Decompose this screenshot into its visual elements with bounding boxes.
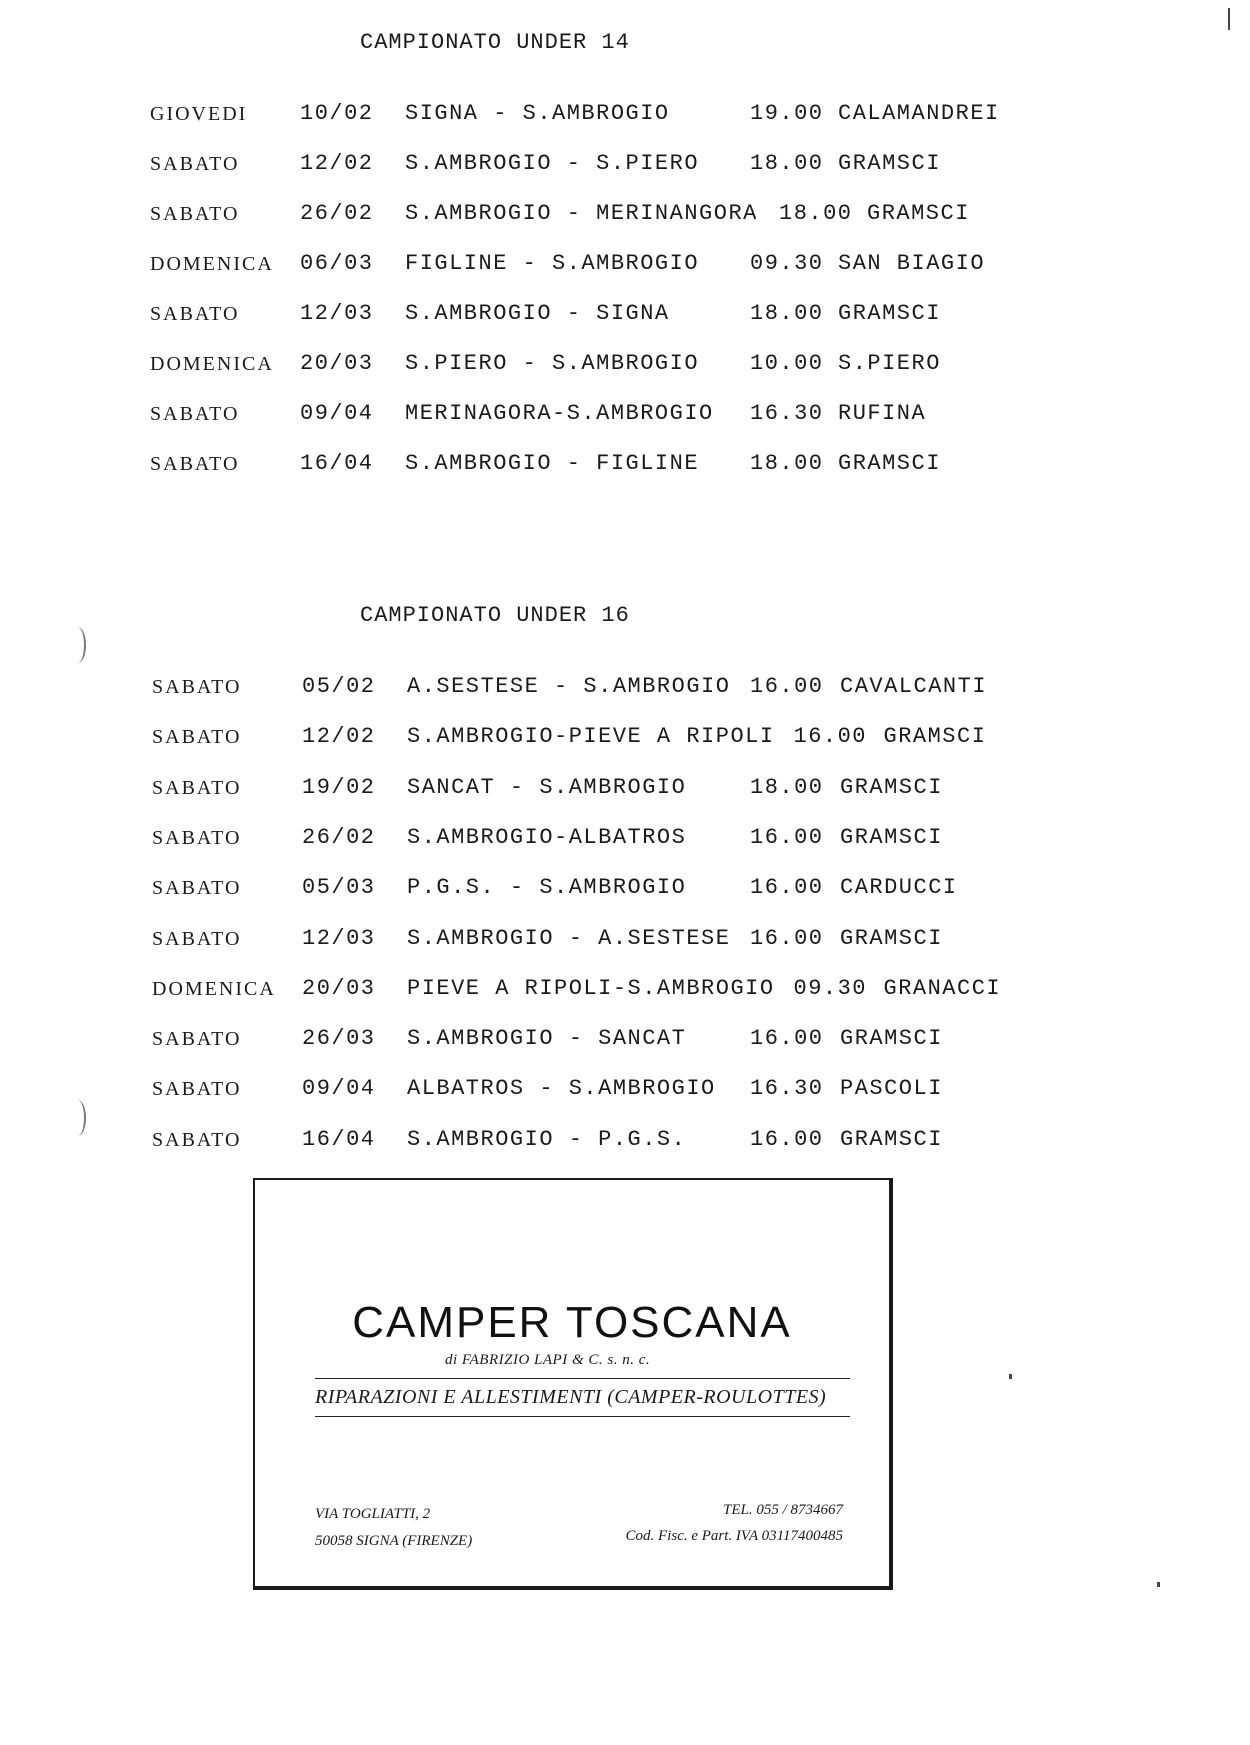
row-venue: GRAMSCI (840, 774, 943, 800)
row-match: SANCAT - S.AMBROGIO (407, 774, 687, 800)
schedule-row (0, 301, 1250, 331)
row-day: SABATO (150, 403, 240, 425)
schedule-row (0, 401, 1250, 431)
row-date: 06/03 (300, 251, 374, 276)
row-day: DOMENICA (150, 253, 274, 275)
row-date: 26/02 (302, 824, 376, 850)
row-match: S.AMBROGIO-PIEVE A RIPOLI (407, 724, 775, 750)
row-day: SABATO (152, 927, 242, 950)
under14-title: CAMPIONATO UNDER 14 (360, 30, 630, 55)
row-date: 12/02 (300, 151, 374, 176)
row-date: 16/04 (302, 1126, 376, 1152)
row-day: SABATO (152, 1028, 242, 1051)
row-venue: GRAMSCI (883, 724, 987, 750)
row-venue: SAN BIAGIO (838, 251, 986, 276)
row-date: 26/02 (300, 201, 374, 226)
row-day: SABATO (152, 1128, 242, 1151)
scan-mark (1009, 1374, 1012, 1379)
row-day: SABATO (152, 726, 242, 749)
row-venue: GRAMSCI (840, 824, 943, 850)
row-date: 09/04 (300, 401, 374, 426)
schedule-row (0, 351, 1250, 381)
row-time: 16.00 (750, 1026, 824, 1052)
row-date: 05/03 (302, 875, 376, 901)
row-date: 09/04 (302, 1076, 376, 1102)
row-match: S.AMBROGIO - SIGNA (405, 301, 670, 326)
row-match: S.AMBROGIO - A.SESTESE (407, 925, 731, 951)
row-day: SABATO (152, 826, 242, 849)
row-day: SABATO (150, 453, 240, 475)
ad-top-rule (315, 1378, 850, 1379)
schedule-row (0, 201, 1250, 231)
row-match: S.AMBROGIO - S.PIERO (405, 151, 700, 176)
schedule-row (0, 674, 1250, 704)
row-match: A.SESTESE - S.AMBROGIO (407, 674, 731, 699)
schedule-row (0, 451, 1250, 481)
row-time: 16.30 (750, 401, 824, 426)
row-time: 16.30 (750, 1076, 824, 1102)
row-match: S.AMBROGIO - FIGLINE (405, 451, 700, 476)
row-venue: CAVALCANTI (840, 674, 988, 699)
row-time: 16.00 (750, 925, 824, 951)
under16-title: CAMPIONATO UNDER 16 (360, 603, 630, 628)
schedule-row (0, 926, 1250, 956)
row-time: 18.00 (750, 451, 824, 476)
ad-address-line2: 50058 SIGNA (FIRENZE) (315, 1533, 473, 1549)
row-time: 18.00 (779, 201, 853, 226)
row-day: SABATO (150, 203, 240, 225)
row-date: 20/03 (300, 351, 374, 376)
row-time: 19.00 (750, 101, 824, 126)
schedule-row (0, 875, 1250, 905)
punch-hole-mark (70, 1100, 86, 1136)
schedule-row (0, 775, 1250, 805)
row-match: S.AMBROGIO - P.G.S. (407, 1126, 687, 1152)
row-time: 09.30 (750, 251, 824, 276)
row-time: 18.00 (750, 151, 824, 176)
row-venue: GRAMSCI (840, 925, 943, 951)
row-day: SABATO (150, 303, 240, 325)
schedule-row (0, 151, 1250, 181)
ad-owner: di FABRIZIO LAPI & C. s. n. c. (445, 1352, 651, 1368)
row-match: S.AMBROGIO - MERINANGORA (405, 201, 758, 226)
row-date: 12/02 (302, 724, 376, 750)
row-date: 19/02 (302, 774, 376, 800)
row-day: SABATO (152, 1078, 242, 1101)
schedule-row (0, 1076, 1250, 1106)
row-venue: CALAMANDREI (838, 101, 1000, 126)
row-venue: S.PIERO (838, 351, 941, 376)
row-day: GIOVEDI (150, 103, 248, 125)
row-date: 26/03 (302, 1026, 376, 1052)
schedule-row (0, 251, 1250, 281)
row-time: 18.00 (750, 774, 824, 800)
row-date: 10/02 (300, 101, 374, 126)
ad-bottom-rule (315, 1416, 850, 1417)
row-time: 16.00 (750, 824, 824, 850)
row-venue: GRAMSCI (840, 1126, 943, 1152)
row-venue: GRAMSCI (867, 201, 970, 226)
row-venue: GRAMSCI (838, 301, 941, 326)
row-match: S.PIERO - S.AMBROGIO (405, 351, 700, 376)
row-time: 16.00 (793, 724, 868, 750)
row-day: SABATO (152, 877, 242, 900)
row-match: P.G.S. - S.AMBROGIO (407, 875, 687, 901)
ad-service: RIPARAZIONI E ALLESTIMENTI (CAMPER-ROULOTTES) (315, 1386, 827, 1408)
schedule-row (0, 724, 1250, 754)
ad-phone: TEL. 055 / 8734667 (722, 1502, 843, 1518)
scan-mark (1228, 8, 1230, 30)
row-venue: GRAMSCI (840, 1026, 943, 1052)
row-time: 09.30 (793, 975, 868, 1001)
ad-company-name: CAMPER TOSCANA (352, 1298, 792, 1347)
row-date: 05/02 (302, 674, 376, 699)
row-date: 16/04 (300, 451, 374, 476)
row-venue: CARDUCCI (840, 875, 958, 901)
row-date: 20/03 (302, 975, 376, 1001)
row-day: SABATO (150, 153, 240, 175)
ad-tax-code: Cod. Fisc. e Part. IVA 03117400485 (625, 1528, 843, 1544)
scan-mark (1157, 1582, 1160, 1587)
row-day: SABATO (152, 776, 242, 799)
row-time: 16.00 (750, 875, 824, 901)
row-match: S.AMBROGIO-ALBATROS (407, 824, 687, 850)
row-venue: GRANACCI (883, 975, 1002, 1001)
row-day: SABATO (152, 676, 242, 698)
schedule-row (0, 1026, 1250, 1056)
row-time: 16.00 (750, 1126, 824, 1152)
row-day: DOMENICA (150, 353, 274, 375)
row-match: PIEVE A RIPOLI-S.AMBROGIO (407, 975, 775, 1001)
row-date: 12/03 (300, 301, 374, 326)
schedule-row (0, 976, 1250, 1006)
row-venue: GRAMSCI (838, 151, 941, 176)
row-time: 10.00 (750, 351, 824, 376)
row-match: FIGLINE - S.AMBROGIO (405, 251, 700, 276)
punch-hole-mark (70, 627, 86, 663)
row-day: DOMENICA (152, 977, 276, 1000)
row-venue: PASCOLI (840, 1076, 943, 1102)
row-match: MERINAGORA-S.AMBROGIO (405, 401, 714, 426)
schedule-row (0, 101, 1250, 131)
camper-toscana-ad (253, 1178, 893, 1590)
schedule-row (0, 825, 1250, 855)
row-venue: RUFINA (838, 401, 927, 426)
row-date: 12/03 (302, 925, 376, 951)
row-time: 16.00 (750, 674, 824, 699)
row-match: ALBATROS - S.AMBROGIO (407, 1076, 716, 1102)
ad-address-line1: VIA TOGLIATTI, 2 (315, 1506, 431, 1522)
row-match: S.AMBROGIO - SANCAT (407, 1026, 687, 1052)
row-match: SIGNA - S.AMBROGIO (405, 101, 670, 126)
schedule-row (0, 1127, 1250, 1157)
row-venue: GRAMSCI (838, 451, 941, 476)
row-time: 18.00 (750, 301, 824, 326)
